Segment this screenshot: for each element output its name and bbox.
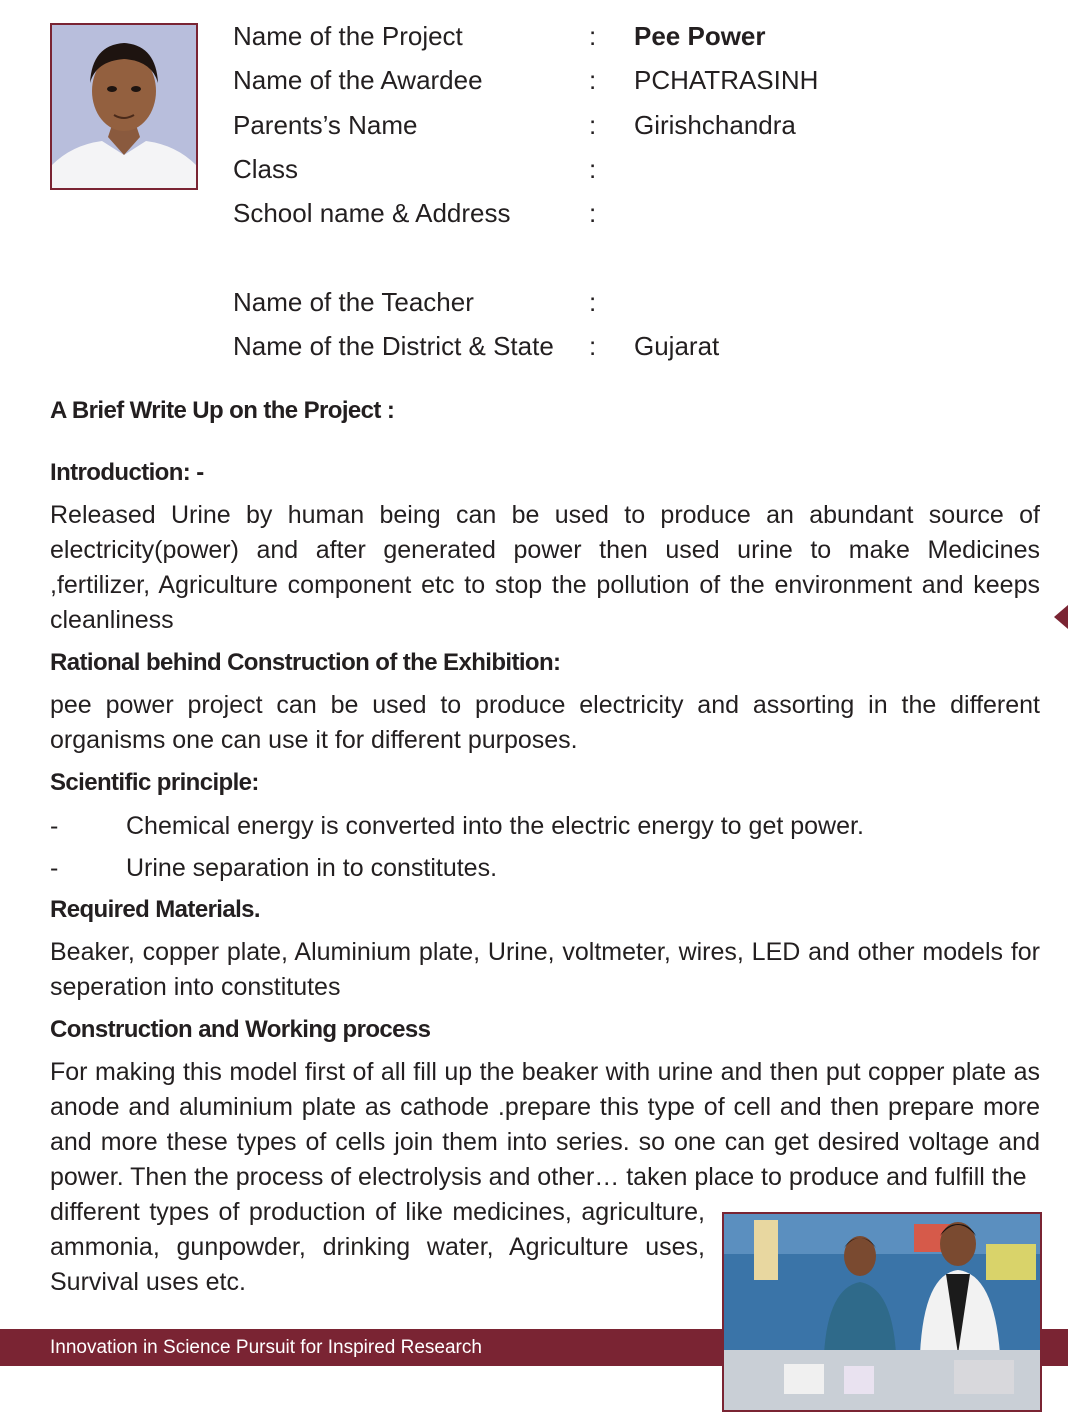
info-value: PCHATRASINH xyxy=(634,65,819,95)
info-label: Name of the Teacher xyxy=(233,287,474,317)
info-colon: : xyxy=(589,65,597,95)
info-colon: : xyxy=(589,21,597,51)
info-colon: : xyxy=(589,110,597,140)
materials-heading: Required Materials. xyxy=(50,896,261,923)
rational-paragraph: pee power project can be used to produce electricity and assorting in the different organisms one can use it for different purposes. xyxy=(50,691,1040,754)
principle-item-text: Chemical energy is converted into the electric energy to get power. xyxy=(126,812,864,840)
info-label: Name of the District & State xyxy=(233,331,554,361)
construction-paragraph-continued: different types of production of like medicines, agriculture, ammonia, gunpowder, drinking water, Agriculture uses, Survival uses etc. xyxy=(50,1198,705,1296)
info-value: Pee Power xyxy=(634,21,766,51)
construction-heading: Construction and Working process xyxy=(50,1016,431,1043)
portrait-illustration xyxy=(52,25,196,188)
page-edge-tab xyxy=(1054,605,1068,629)
intro-paragraph: Released Urine by human being can be used to produce an abundant source of electricity(power) and after generated power then used urine to make Medicines ,fertilizer, Agriculture component etc to stop the pollution of the environment and keeps cleanliness xyxy=(50,501,1040,634)
info-label: Name of the Awardee xyxy=(233,65,483,95)
rational-heading: Rational behind Construction of the Exhibition: xyxy=(50,649,561,676)
exhibit-photo xyxy=(722,1212,1042,1412)
awardee-photo xyxy=(50,23,198,190)
writeup-heading: A Brief Write Up on the Project : xyxy=(50,397,395,424)
info-colon: : xyxy=(589,331,597,361)
info-label: School name & Address xyxy=(233,198,511,228)
info-label: Parents’s Name xyxy=(233,110,418,140)
footer-text: Innovation in Science Pursuit for Inspired Research xyxy=(50,1337,482,1358)
info-colon: : xyxy=(589,287,597,317)
info-colon: : xyxy=(589,198,597,228)
info-label: Name of the Project xyxy=(233,21,463,51)
info-value: Girishchandra xyxy=(634,110,796,140)
info-value: Gujarat xyxy=(634,331,720,361)
info-label: Class xyxy=(233,154,299,184)
intro-heading: Introduction: - xyxy=(50,459,204,486)
principle-item-text: Urine separation in to constitutes. xyxy=(126,854,498,882)
principle-heading: Scientific principle: xyxy=(50,769,259,796)
info-colon: : xyxy=(589,154,597,184)
materials-paragraph: Beaker, copper plate, Aluminium plate, Urine, voltmeter, wires, LED and other models for seperation into constitutes xyxy=(50,938,1040,1001)
bullet-dash: - xyxy=(50,854,59,882)
construction-paragraph: For making this model first of all fill up the beaker with urine and then put copper plate as anode and aluminium plate as cathode .prepare this type of cell and then prepare more and more these types of cells join them into series. so one can get desired voltage and power. Then the process of electrolysis and other… taken place to produce and fulfill the xyxy=(50,1058,1040,1191)
bullet-dash: - xyxy=(50,812,59,840)
exhibit-illustration xyxy=(724,1214,1040,1410)
